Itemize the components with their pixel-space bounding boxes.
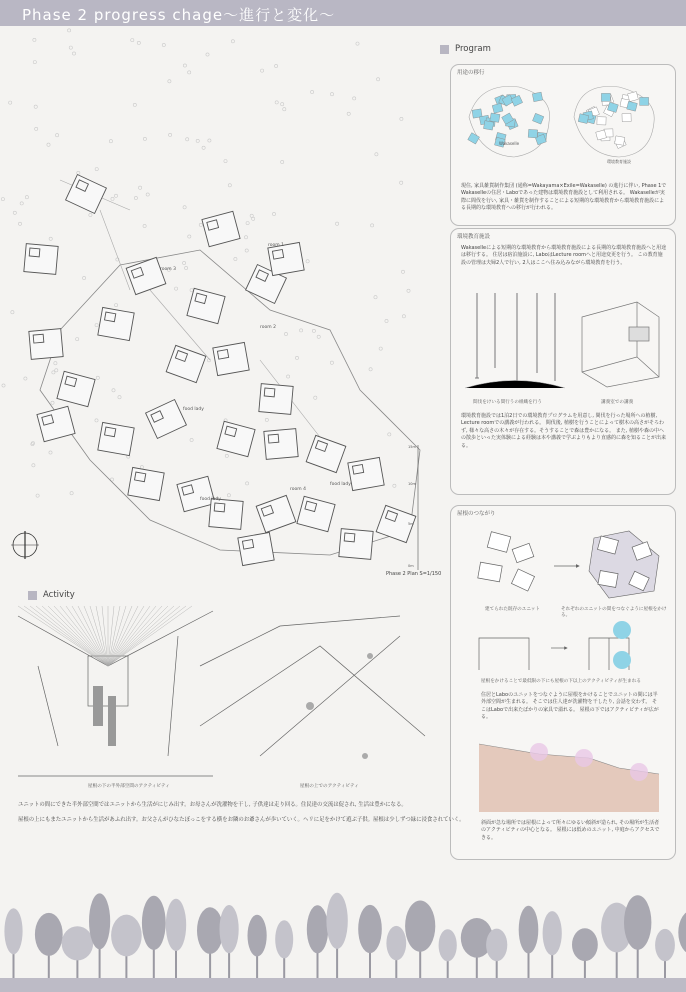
tree-dot	[143, 224, 146, 227]
tree-dot	[246, 222, 249, 225]
page-title: Phase 2 progress chage〜進行と変化〜	[22, 6, 336, 24]
house-unit	[187, 288, 225, 323]
scale-mark: 15m	[408, 445, 416, 449]
room-label: room 1	[268, 243, 284, 248]
diagram-label: 環境教育施設	[607, 159, 631, 164]
tree-dot	[375, 153, 378, 156]
house-unit	[66, 175, 107, 214]
tree-dot	[137, 41, 140, 44]
tree-silhouette-band	[0, 870, 686, 992]
unit-square	[601, 93, 610, 101]
diagram-label: Wakaselle	[499, 141, 520, 146]
tree-crown	[439, 929, 457, 961]
transition-diagram	[459, 77, 669, 165]
tree-dot	[9, 101, 12, 104]
tree-dot	[281, 103, 284, 106]
room-label: food lady	[200, 497, 221, 502]
tree-dot	[400, 117, 403, 120]
tree-dot	[131, 39, 134, 42]
tree-dot	[199, 223, 202, 226]
tree-dot	[70, 492, 73, 495]
tree-dot	[49, 451, 52, 454]
tree-dot	[281, 160, 284, 163]
tree-dot	[2, 384, 5, 387]
tree-dot	[56, 134, 59, 137]
unit-square	[615, 136, 625, 145]
tree-dot	[377, 78, 380, 81]
tree-dot	[134, 196, 137, 199]
house-unit	[166, 345, 206, 382]
tree-dot	[146, 193, 149, 196]
house-unit	[259, 384, 293, 415]
unit-square	[597, 117, 606, 125]
tree-dot	[24, 377, 27, 380]
tree-dot	[379, 347, 382, 350]
house-unit	[128, 467, 164, 500]
unit-square	[627, 101, 638, 111]
tree-dot	[246, 482, 249, 485]
tree-dot	[118, 396, 121, 399]
tree-crown	[275, 920, 293, 958]
tree-dot	[51, 401, 54, 404]
tree-dot	[33, 38, 36, 41]
tree-dot	[330, 93, 333, 96]
tree-dot	[388, 433, 391, 436]
card-label: 環境教育施設	[457, 234, 491, 240]
tree-dot	[306, 260, 309, 263]
activity-title: Activity	[28, 590, 75, 600]
tree-dot	[314, 396, 317, 399]
tree-crown	[358, 905, 382, 953]
card-text: Wakaselleによる短期的な環境教育から環境教育施設による長期的な環境教育施設へと用途は移行する。 住居は宿泊施設に, LaboはLecture roomへと用途変更を行う。 この教育施設の管理は夫婦2人で行い, 2人はここへ住み込みながら環境教育を行う。	[461, 245, 667, 266]
tree-dot	[72, 52, 75, 55]
tree-dot	[140, 466, 143, 469]
house-unit	[209, 499, 243, 530]
diagram-caption: 屋根をかけることで最低限の下にも屋根の下以上のアクティビティが生まれる	[481, 679, 641, 684]
site-plan	[0, 30, 442, 590]
house-unit	[177, 476, 215, 511]
tree-dot	[312, 329, 315, 332]
tree-dot	[245, 249, 248, 252]
plan-scale-label: Phase 2 Plan S=1/150	[386, 571, 442, 577]
tree-dot	[287, 375, 290, 378]
section-marker-icon	[28, 591, 37, 600]
room-label: room 4	[290, 487, 306, 492]
tree-dot	[162, 43, 165, 46]
tree-dot	[231, 40, 234, 43]
house-unit	[297, 496, 335, 531]
card-roof-connection	[450, 505, 676, 860]
section-marker-icon	[440, 45, 449, 54]
card-use-transition	[450, 64, 676, 226]
tree-dot	[18, 222, 21, 225]
unit-square	[628, 92, 639, 102]
tree-dot	[234, 257, 237, 260]
tree-dot	[175, 287, 178, 290]
house-unit	[217, 421, 255, 456]
house-unit	[339, 529, 373, 560]
unit-square	[483, 121, 493, 130]
tree-dot	[295, 356, 298, 359]
house-unit	[213, 342, 249, 375]
tree-dot	[114, 194, 117, 197]
activity-caption: 屋根の上でのアクティビティ	[300, 784, 359, 789]
tree-dot	[54, 362, 57, 365]
tree-dot	[353, 97, 356, 100]
unit-square	[578, 114, 589, 124]
program-title: Program	[440, 44, 491, 54]
tree-dot	[284, 332, 287, 335]
unit-square	[622, 113, 631, 121]
tree-dot	[385, 319, 388, 322]
tree-dot	[283, 108, 286, 111]
tree-dot	[208, 139, 211, 142]
tree-dot	[311, 90, 314, 93]
tree-dot	[36, 494, 39, 497]
tree-dot	[272, 212, 275, 215]
tree-crown	[486, 929, 507, 962]
tree-dot	[31, 443, 34, 446]
sketch-caption: 間伐をけいる間行うの組織を行う	[473, 400, 542, 405]
house-unit	[146, 400, 187, 439]
tree-dot	[35, 127, 38, 130]
lecture-sketch	[577, 297, 661, 389]
tree-dot	[13, 211, 16, 214]
diagram-caption: それぞれのユニットの間をつなぐように屋根をかける。	[561, 607, 667, 618]
tree-dot	[330, 361, 333, 364]
tree-crown	[386, 926, 406, 960]
tree-dot	[168, 80, 171, 83]
tree-dot	[275, 64, 278, 67]
roof-diagram	[459, 526, 669, 604]
tree-dot	[401, 270, 404, 273]
room-label: room 2	[260, 325, 276, 330]
tree-dot	[227, 494, 230, 497]
tree-dot	[300, 329, 303, 332]
tree-dot	[407, 289, 410, 292]
house-unit	[24, 244, 58, 275]
unit-square	[532, 92, 542, 102]
house-unit	[98, 307, 134, 340]
tree-dot	[369, 368, 372, 371]
section-diagram	[459, 618, 669, 676]
tree-dot	[1, 198, 4, 201]
house-unit	[264, 429, 298, 460]
tree-dot	[188, 235, 191, 238]
card-text: 住居とLaboのユニットをつなぐように屋根をかけることでユニットの間には半外部空間が生まれる。 そこでは住人達が洗濯物を干したり, 会話を交わす。 そこはLaboで出来たばかりの家具で溢れる。 屋根の下ではアクティビティが広がる。	[481, 692, 659, 721]
tree-dot	[371, 224, 374, 227]
tree-dot	[95, 324, 98, 327]
tree-dot	[47, 143, 50, 146]
tree-dot	[206, 53, 209, 56]
tree-dot	[109, 140, 112, 143]
tree-dot	[196, 139, 199, 142]
card-text: 環境教育施設では1泊2日での環境教育プログラムを用意し, 間伐を行った場所への植樹, Lecture roomでの講義が行われる。 間伐後, 植樹を行うことによって樹木の高さがそろわず, 様々な高さの木々が存在する。そうすることで森は豊かになる。 また, 植樹や森の中への散歩といった実体験による経験は本や講義で学ぶよりもより直感的に森を知ることが出来る。	[461, 413, 667, 449]
tree-dot	[356, 42, 359, 45]
tree-dot	[261, 69, 264, 72]
tree-dot	[33, 61, 36, 64]
house-unit	[238, 532, 274, 565]
unit-square	[490, 113, 500, 122]
sketch-caption: 講義室での講義	[601, 400, 634, 405]
activity-sketch-right	[200, 606, 425, 791]
tree-dot	[374, 296, 377, 299]
tree-dot	[275, 101, 278, 104]
forest-sketch	[465, 293, 565, 393]
tree-dot	[169, 133, 172, 136]
tree-dot	[34, 105, 37, 108]
scale-mark: 0m	[408, 564, 414, 568]
tree-dot	[95, 168, 98, 171]
diagram-caption: 建てられた既存のユニット	[485, 607, 540, 612]
tree-crown	[307, 905, 328, 953]
tree-crown	[655, 929, 675, 961]
tree-dot	[265, 418, 268, 421]
tree-crown	[111, 915, 142, 957]
house-unit	[202, 211, 240, 246]
house-unit	[29, 329, 63, 360]
tree-dot	[224, 160, 227, 163]
tree-dot	[188, 71, 191, 74]
tree-crown	[519, 906, 539, 954]
tree-dot	[83, 276, 86, 279]
unit-square	[468, 133, 480, 144]
tree-dot	[11, 311, 14, 314]
tree-dot	[69, 46, 72, 49]
room-label: room 3	[160, 267, 176, 272]
tree-crown	[326, 893, 347, 949]
tree-dot	[244, 236, 247, 239]
tree-dot	[347, 112, 350, 115]
tree-dot	[336, 222, 339, 225]
tree-dot	[225, 454, 228, 457]
tree-dot	[20, 202, 23, 205]
tree-dot	[185, 266, 188, 269]
activity-text: ユニットの間にできた半外部空間ではユニットから生活がにじみ出す。お母さんが洗濯物を干し, 子供達は走り回る。住民達の交流は促され, 生活は豊かになる。	[18, 802, 407, 808]
house-unit	[37, 406, 75, 441]
card-text: 現住, 家具雑貨制作集団 (通称=Wakayama×Exile=Wakaselle) の進行に伴い, Phase 1で Wakaselleの住居・Laboであった建物は環境教育施設として利用される。 Wakaselleが実際に間伐を行い, 家具・雑貨を制作することによる短期的な環境教育から環境教育施設による長期的な環境教育への移行が行われる。	[461, 183, 667, 212]
tree-dot	[252, 217, 255, 220]
unit-square	[532, 113, 543, 124]
tree-crown	[405, 901, 435, 952]
north-arrow-icon	[11, 531, 39, 559]
tree-dot	[111, 197, 114, 200]
tree-dot	[89, 213, 92, 216]
house-unit	[256, 495, 296, 532]
room-label: food lady	[330, 482, 351, 487]
tree-dot	[143, 137, 146, 140]
house-unit	[306, 435, 346, 472]
tree-dot	[32, 464, 35, 467]
scale-mark: 10m	[408, 482, 416, 486]
tree-dot	[76, 338, 79, 341]
tree-dot	[317, 335, 320, 338]
tree-dot	[393, 484, 396, 487]
scale-mark: 5m	[408, 522, 414, 526]
tree-crown	[166, 899, 186, 951]
tree-dot	[186, 138, 189, 141]
tree-crown	[678, 910, 686, 955]
activity-text: 屋根の上にもまたユニットから生活があふれ出す。お父さんがひなたぼっこをする横をお隣のお爺さんが歩いていく。ヘリに足をかけて遊ぶ子供。屋根は少しずつ緑に浸食されていく。	[18, 817, 465, 823]
tree-dot	[49, 237, 52, 240]
tree-dot	[190, 438, 193, 441]
activity-sketch-left	[18, 606, 213, 791]
unit-square	[640, 97, 649, 105]
tree-dot	[55, 369, 58, 372]
tree-dot	[190, 289, 193, 292]
tree-crown	[197, 907, 223, 954]
tree-dot	[115, 304, 118, 307]
tree-dot	[112, 389, 115, 392]
unit-square	[492, 103, 503, 113]
tree-crown	[572, 928, 598, 961]
tree-crown	[142, 896, 166, 950]
tree-crown	[4, 908, 22, 954]
room-label: food lady	[183, 407, 204, 412]
tree-dot	[400, 181, 403, 184]
tree-dot	[183, 64, 186, 67]
tree-dot	[25, 196, 28, 199]
tree-dot	[202, 146, 205, 149]
tree-crown	[62, 926, 94, 960]
card-label: 屋根のつながり	[457, 511, 496, 517]
activity-caption: 屋根の下の半外部空間のアクティビティ	[88, 784, 170, 789]
tree-dot	[139, 186, 142, 189]
house-unit	[57, 371, 95, 406]
tree-crown	[89, 893, 110, 949]
unit-square	[528, 129, 538, 138]
tree-crown	[220, 905, 239, 953]
tree-crown	[35, 913, 63, 956]
card-env-education	[450, 228, 676, 495]
tree-dot	[183, 206, 186, 209]
tree-dot	[228, 184, 231, 187]
slope-diagram	[459, 734, 667, 812]
tree-dot	[402, 315, 405, 318]
tree-dot	[52, 371, 55, 374]
tree-dot	[250, 214, 253, 217]
card-bottom-text: 斜面が急な場所では屋根によって所々にゆるい傾斜が造られ, その場所が生活者のアクティビティの中心となる。 屋根には低めのユニット, 中庭からアクセスできる。	[481, 820, 660, 841]
tree-dot	[183, 261, 186, 264]
tree-crown	[248, 915, 267, 957]
tree-dot	[95, 419, 98, 422]
card-label: 用途の移行	[457, 70, 485, 76]
tree-dot	[68, 29, 71, 32]
house-unit	[348, 457, 384, 490]
tree-dot	[96, 376, 99, 379]
tree-dot	[133, 103, 136, 106]
tree-crown	[543, 911, 562, 955]
tree-crown	[624, 895, 651, 950]
house-unit	[98, 422, 134, 455]
header-bar	[0, 0, 686, 26]
